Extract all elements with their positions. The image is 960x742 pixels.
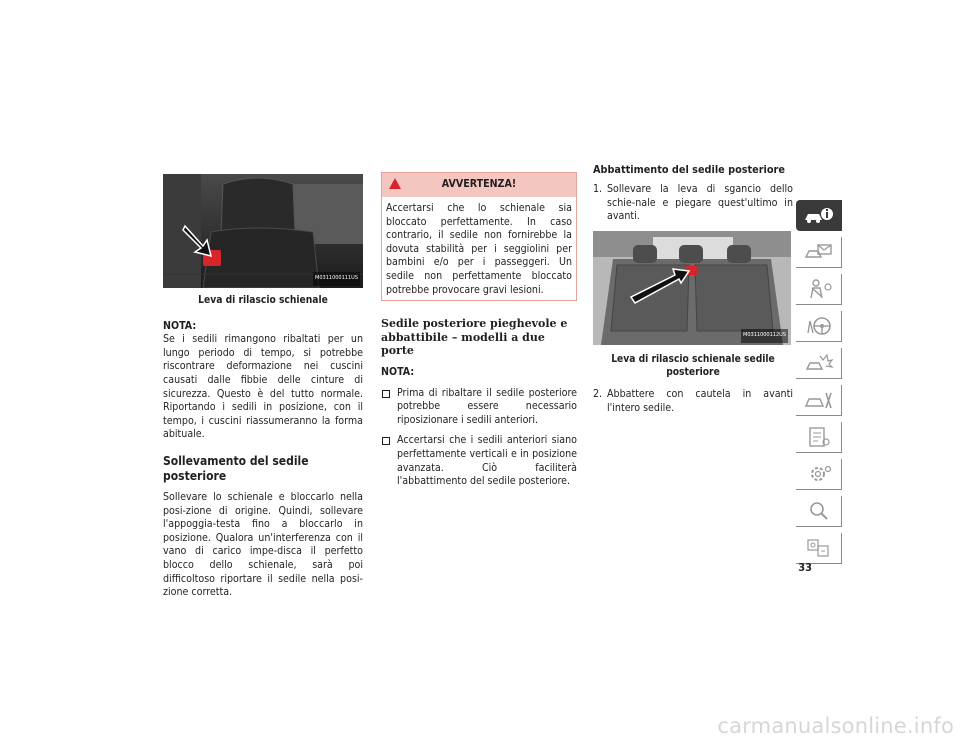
step-item: 2. Abbattere con cautela in avanti l'intero sedile. xyxy=(593,387,793,414)
car-tools-icon xyxy=(804,389,834,411)
chapter-tabs xyxy=(796,200,842,570)
figure-code: M0311000111US xyxy=(313,272,360,286)
figure-code: M0311000112US xyxy=(741,329,788,343)
tab-car-tools[interactable] xyxy=(796,385,842,416)
warning-header xyxy=(382,173,576,197)
figure-caption: Leva di rilascio schienale sedile posteriore xyxy=(611,353,775,379)
rear-seat-release-lever-photo xyxy=(593,231,791,345)
section-title: Abbattimento del sedile posteriore xyxy=(593,163,785,176)
note-label: NOTA: xyxy=(163,319,197,332)
tab-magnifier-index[interactable] xyxy=(796,496,842,527)
tab-seatbelt-safety[interactable] xyxy=(796,274,842,305)
car-info-icon xyxy=(803,206,835,226)
seatbelt-safety-icon xyxy=(804,278,834,300)
car-mail-icon xyxy=(804,241,834,263)
right-column xyxy=(593,162,793,415)
magnifier-index-icon xyxy=(804,500,834,522)
list-item: Prima di ribaltare il sedile posteriore potrebbe essere necessario riposizionare i sedili anteriori. xyxy=(381,387,577,428)
note-text: Se i sedili rimangono ribaltati per un lungo periodo di tempo, si potrebbe riscontrare deformazione nei cuscini causati dalle fibbie delle cinture di sicurezza. Questo è del tutto normale. Riportando i sedili in posizione, con il tempo, i cuscini riassumeranno la forma abituale. xyxy=(163,333,363,441)
language-multilingual-icon xyxy=(804,537,834,559)
tab-gear-settings[interactable] xyxy=(796,459,842,490)
page-number: 33 xyxy=(798,561,812,574)
tab-maintenance-checklist[interactable] xyxy=(796,422,842,453)
figure-caption: Leva di rilascio schienale xyxy=(198,295,328,306)
section-text: Sollevare lo schienale e bloccarlo nella posi-zione di origine. Quindi, sollevare l'appoggia-testa fino a bloccarlo in posizione. Qualora un'interferenza con il vano di carico impe-disca il perfetto blocco dello schienale, sarà poi difficoltoso riportare il sedile nella posi-zione corretta. xyxy=(163,490,363,599)
tab-car-info[interactable] xyxy=(796,200,842,231)
car-crash-icon xyxy=(804,352,834,374)
section-title: Sedile posteriore pieghevole e abbattibile – modelli a due porte xyxy=(381,317,568,358)
step-item: 1. Sollevare la leva di sgancio dello schie-nale e piegare quest'ultimo in avanti. xyxy=(593,183,793,223)
checkbox-bullet-icon xyxy=(382,390,390,398)
middle-column xyxy=(381,172,577,489)
warning-title: AVVERTENZA! xyxy=(441,178,517,190)
section-title: Sollevamento del sedile posteriore xyxy=(163,453,309,483)
list-item: Accertarsi che i sedili anteriori siano perfettamente verticali e in posizione avanzata. Ciò faciliterà l'abbattimento del sedile posteriore. xyxy=(381,434,577,488)
left-column xyxy=(163,174,363,600)
tab-car-crash[interactable] xyxy=(796,348,842,379)
warning-text: Accertarsi che lo schienale sia bloccato perfettamente. In caso contrario, il sedile non fornirebbe la dovuta stabilità per i seggiolini per bambini e/o per i passeggeri. Un sedile non perfettamente bloccato potrebbe provocare gravi lesioni. xyxy=(386,202,572,296)
watermark: carmanualsonline.info xyxy=(717,714,954,738)
note-label: NOTA: xyxy=(381,365,415,378)
tab-language-multilingual[interactable] xyxy=(796,533,842,564)
warning-box xyxy=(381,172,577,301)
maintenance-checklist-icon xyxy=(804,426,834,448)
gear-settings-icon xyxy=(804,463,834,485)
tab-car-mail[interactable] xyxy=(796,237,842,268)
steering-wheel-icon xyxy=(804,315,834,337)
tab-steering-wheel[interactable] xyxy=(796,311,842,342)
seatback-release-lever-photo xyxy=(163,174,363,288)
checkbox-bullet-icon xyxy=(382,437,390,445)
